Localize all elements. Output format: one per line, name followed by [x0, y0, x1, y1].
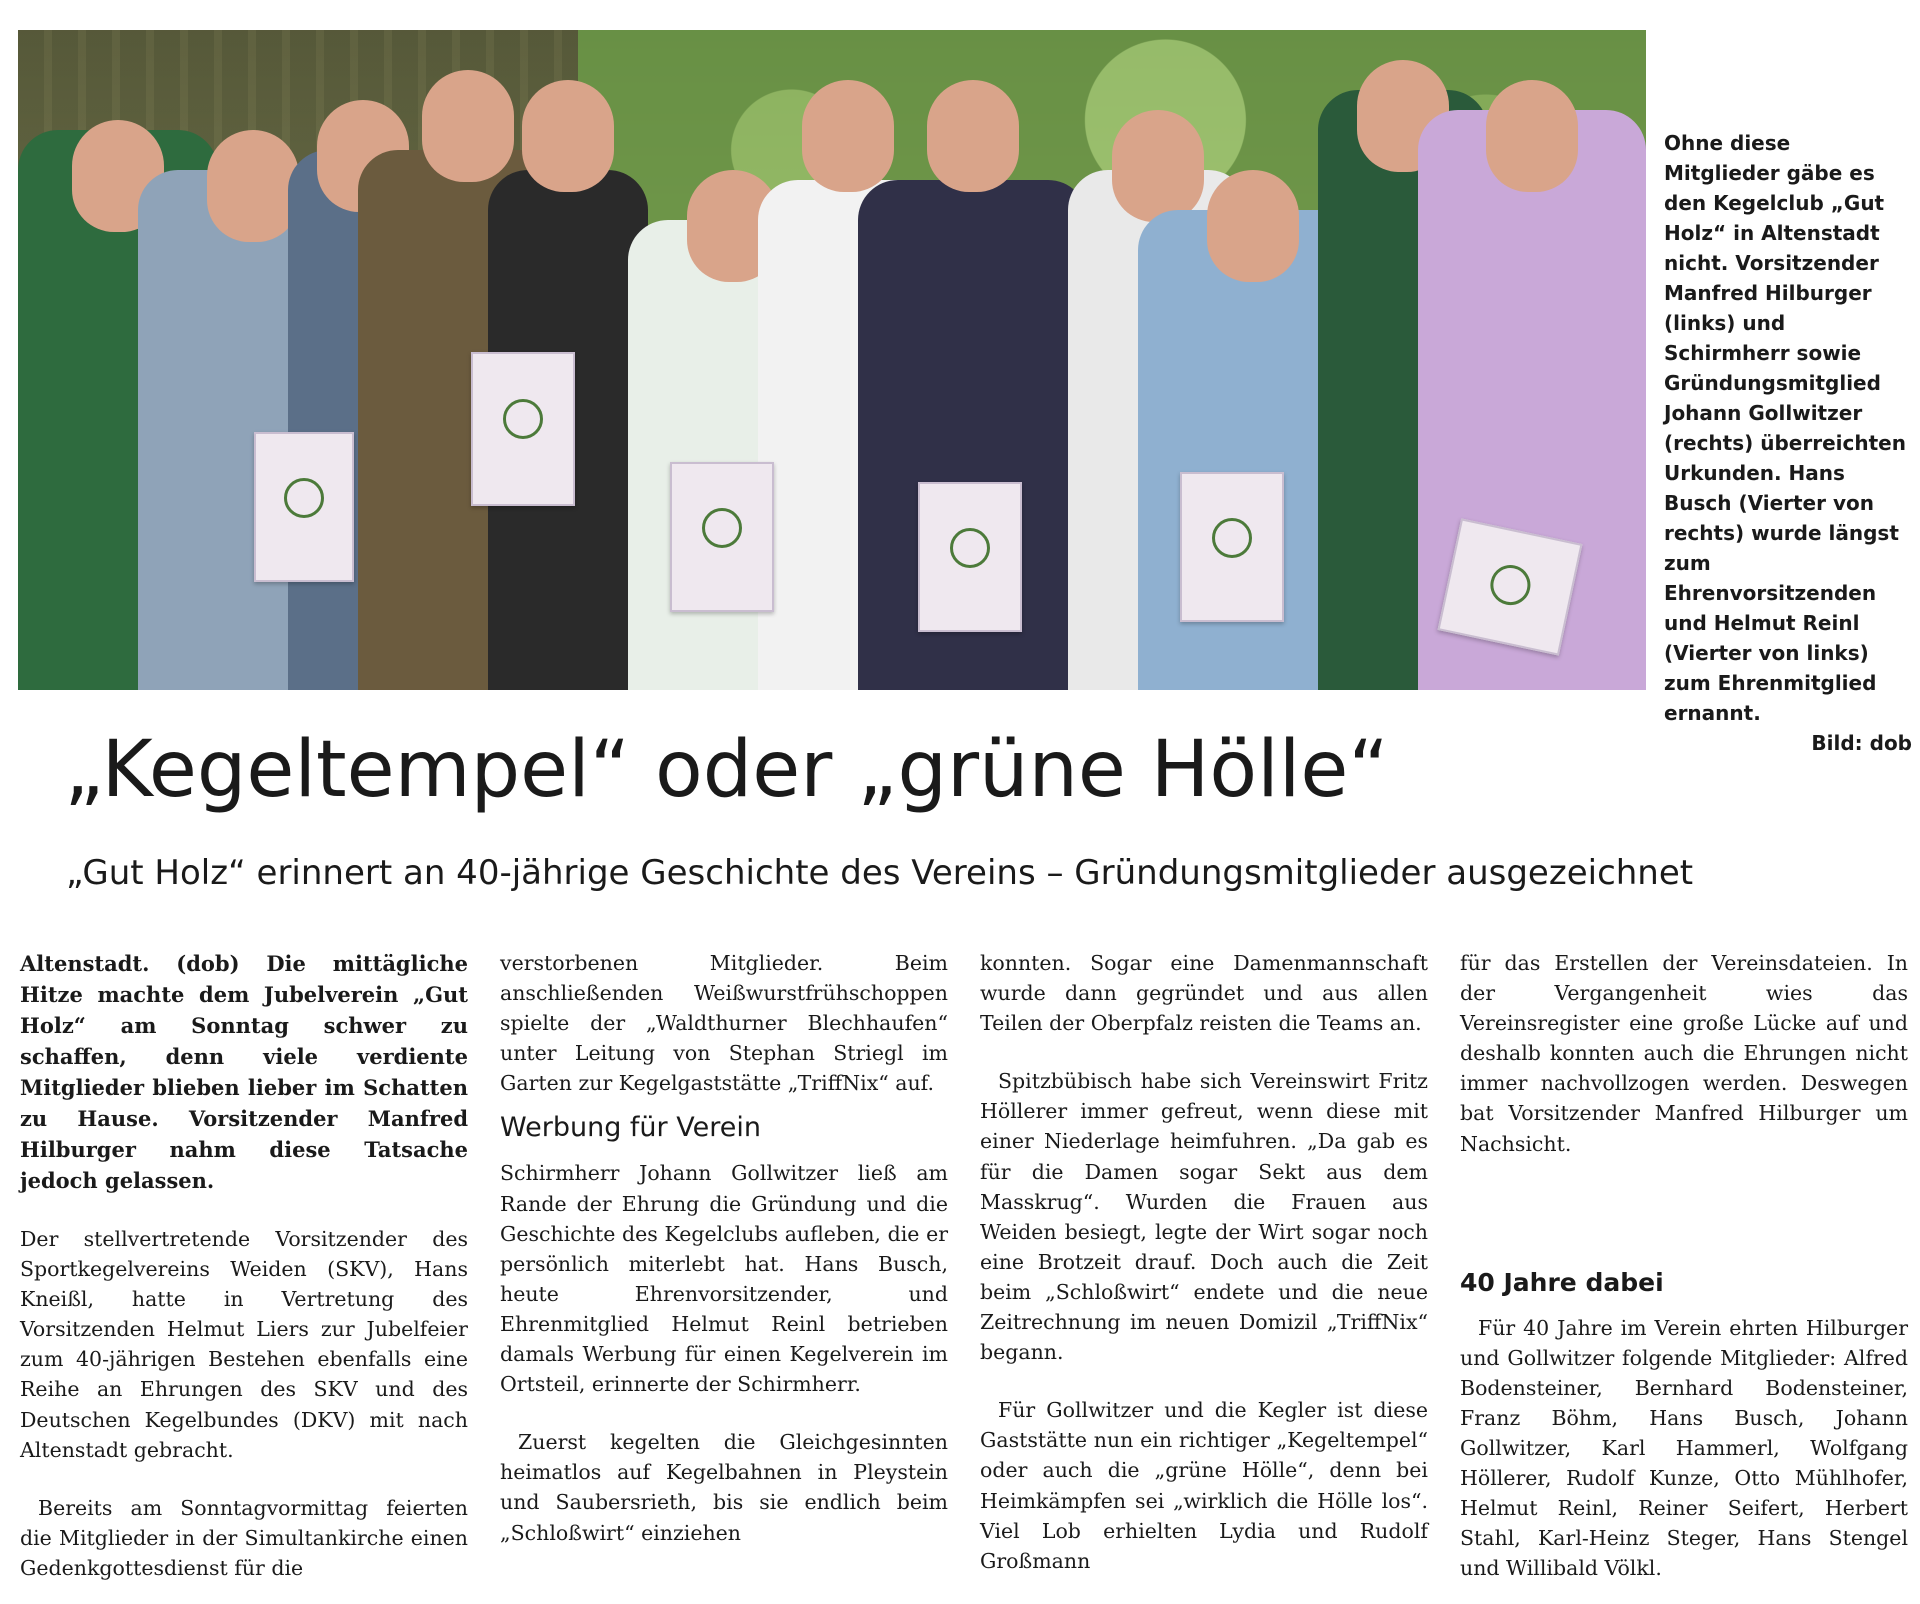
article-paragraph: Für 40 Jahre im Verein ehrten Hilburger und Gollwitzer folgende Mitglieder: Alfred Bodensteiner, Bernhard Bodensteiner, Franz Böhm, Hans Busch, Johann Gollwitzer, Karl Hammerl, Wolfgang Höllerer, Rudolf Kunze, Otto Mühlhofer, Helmut Reinl, Reiner Seifert, Herbert Stahl, Karl-Heinz Steger, Hans Stengel und Willibald Völkl.	[1460, 1315, 1908, 1581]
caption-text: Ohne diese Mitglieder gäbe es den Kegelclub „Gut Holz“ in Altenstadt nicht. Vorsitzender Manfred Hilburger (links) und Schirmherr sowie Gründungsmitglied Johann Gollwitzer (rechts) überreichten Urkunden. Hans Busch (Vierter von rechts) wurde längst zum Ehrenvorsitzenden und Helmut Reinl (Vierter von links) zum Ehrenmitglied ernannt.	[1664, 131, 1906, 725]
article-paragraph: Für Gollwitzer und die Kegler ist diese Gaststätte nun ein richtiger „Kegeltempel“ oder auch die „grüne Hölle“, denn bei Heimkämpfen sei „wirklich die Hölle los“. Viel Lob erhielten Lydia und Rudolf Großmann	[980, 1398, 1428, 1573]
article-column-4	[1460, 948, 1908, 1584]
article-paragraph: Spitzbübisch habe sich Vereinswirt Fritz Höllerer immer gefreut, wenn diese mit einer Niederlage heimfuhren. „Da gab es für die Damen sogar Sekt aus dem Masskrug“. Wurden die Frauen aus Weiden besiegt, legte der Wirt sogar noch eine Brotzeit drauf. Doch auch die Zeit beim „Schloßwirt“ endete und die neue Zeitrechnung im neuen Domizil „TriffNix“ begann.	[980, 1069, 1428, 1365]
subheading-40-jahre: 40 Jahre dabei	[1460, 1267, 1664, 1297]
article-paragraph: verstorbenen Mitglieder. Beim anschließenden Weißwurstfrühschoppen spielte der „Waldthurner Blechhaufen“ unter Leitung von Stephan Striegl im Garten zur Kegelgaststätte „TriffNix“ auf.	[500, 951, 948, 1096]
headline: „Kegeltempel“ oder „grüne Hölle“	[64, 725, 1389, 815]
article-paragraph: konnten. Sogar eine Damenmannschaft wurde dann gegründet und aus allen Teilen der Oberpfalz reisten die Teams an.	[980, 951, 1428, 1036]
certificate-4	[918, 482, 1022, 632]
certificate-1	[254, 432, 354, 582]
subheadline: „Gut Holz“ erinnert an 40-jährige Geschichte des Vereins – Gründungsmitglieder ausgezeichnet	[66, 853, 1694, 893]
photo-credit: Bild: dob	[1811, 731, 1912, 755]
article-column-3	[980, 948, 1428, 1576]
article-paragraph: Der stellvertretende Vorsitzender des Sportkegelvereins Weiden (SKV), Hans Kneißl, hatte in Vertretung des Vorsitzenden Helmut Liers zur Jubelfeier zum 40-jährigen Bestehen ebenfalls eine Reihe an Ehrungen des SKV und des Deutschen Kegelbundes (DKV) mit nach Altenstadt gebracht.	[20, 1227, 468, 1462]
article-paragraph: Bereits am Sonntagvormittag feierten die Mitglieder in der Simultankirche einen Gedenkgottesdienst für die	[20, 1495, 468, 1580]
article-column-2	[500, 948, 948, 1548]
article-lead: Altenstadt. (dob) Die mittägliche Hitze machte dem Jubelverein „Gut Holz“ am Sonntag schwer zu schaffen, denn viele verdiente Mitglieder blieben lieber im Schatten zu Hause. Vorsitzender Manfred Hilburger nahm diese Tatsache jedoch gelassen.	[20, 951, 468, 1193]
photo-caption	[1664, 128, 1912, 758]
certificate-5	[1180, 472, 1284, 622]
article-column-1	[20, 948, 468, 1583]
article-paragraph: für das Erstellen der Vereinsdateien. In der Vergangenheit wies das Vereinsregister eine große Lücke auf und deshalb konnten auch die Ehrungen nicht immer nachvollzogen werden. Deswegen bat Vorsitzender Manfred Hilburger um Nachsicht.	[1460, 951, 1908, 1156]
certificate-2	[471, 352, 575, 506]
certificate-3	[670, 462, 774, 612]
group-photo	[18, 30, 1646, 690]
article-paragraph: Schirmherr Johann Gollwitzer ließ am Rande der Ehrung die Gründung und die Geschichte des Kegelclubs aufleben, die er persönlich miterlebt hat. Hans Busch, heute Ehrenvorsitzender, und Ehrenmitglied Helmut Reinl betrieben damals Werbung für einen Kegelverein im Ortsteil, erinnerte der Schirmherr.	[500, 1161, 948, 1397]
subheading-werbung: Werbung für Verein	[500, 1112, 761, 1144]
article-paragraph: Zuerst kegelten die Gleichgesinnten heimatlos auf Kegelbahnen in Pleystein und Saubersrieth, bis sie endlich beim „Schloßwirt“ einziehen	[500, 1430, 948, 1545]
